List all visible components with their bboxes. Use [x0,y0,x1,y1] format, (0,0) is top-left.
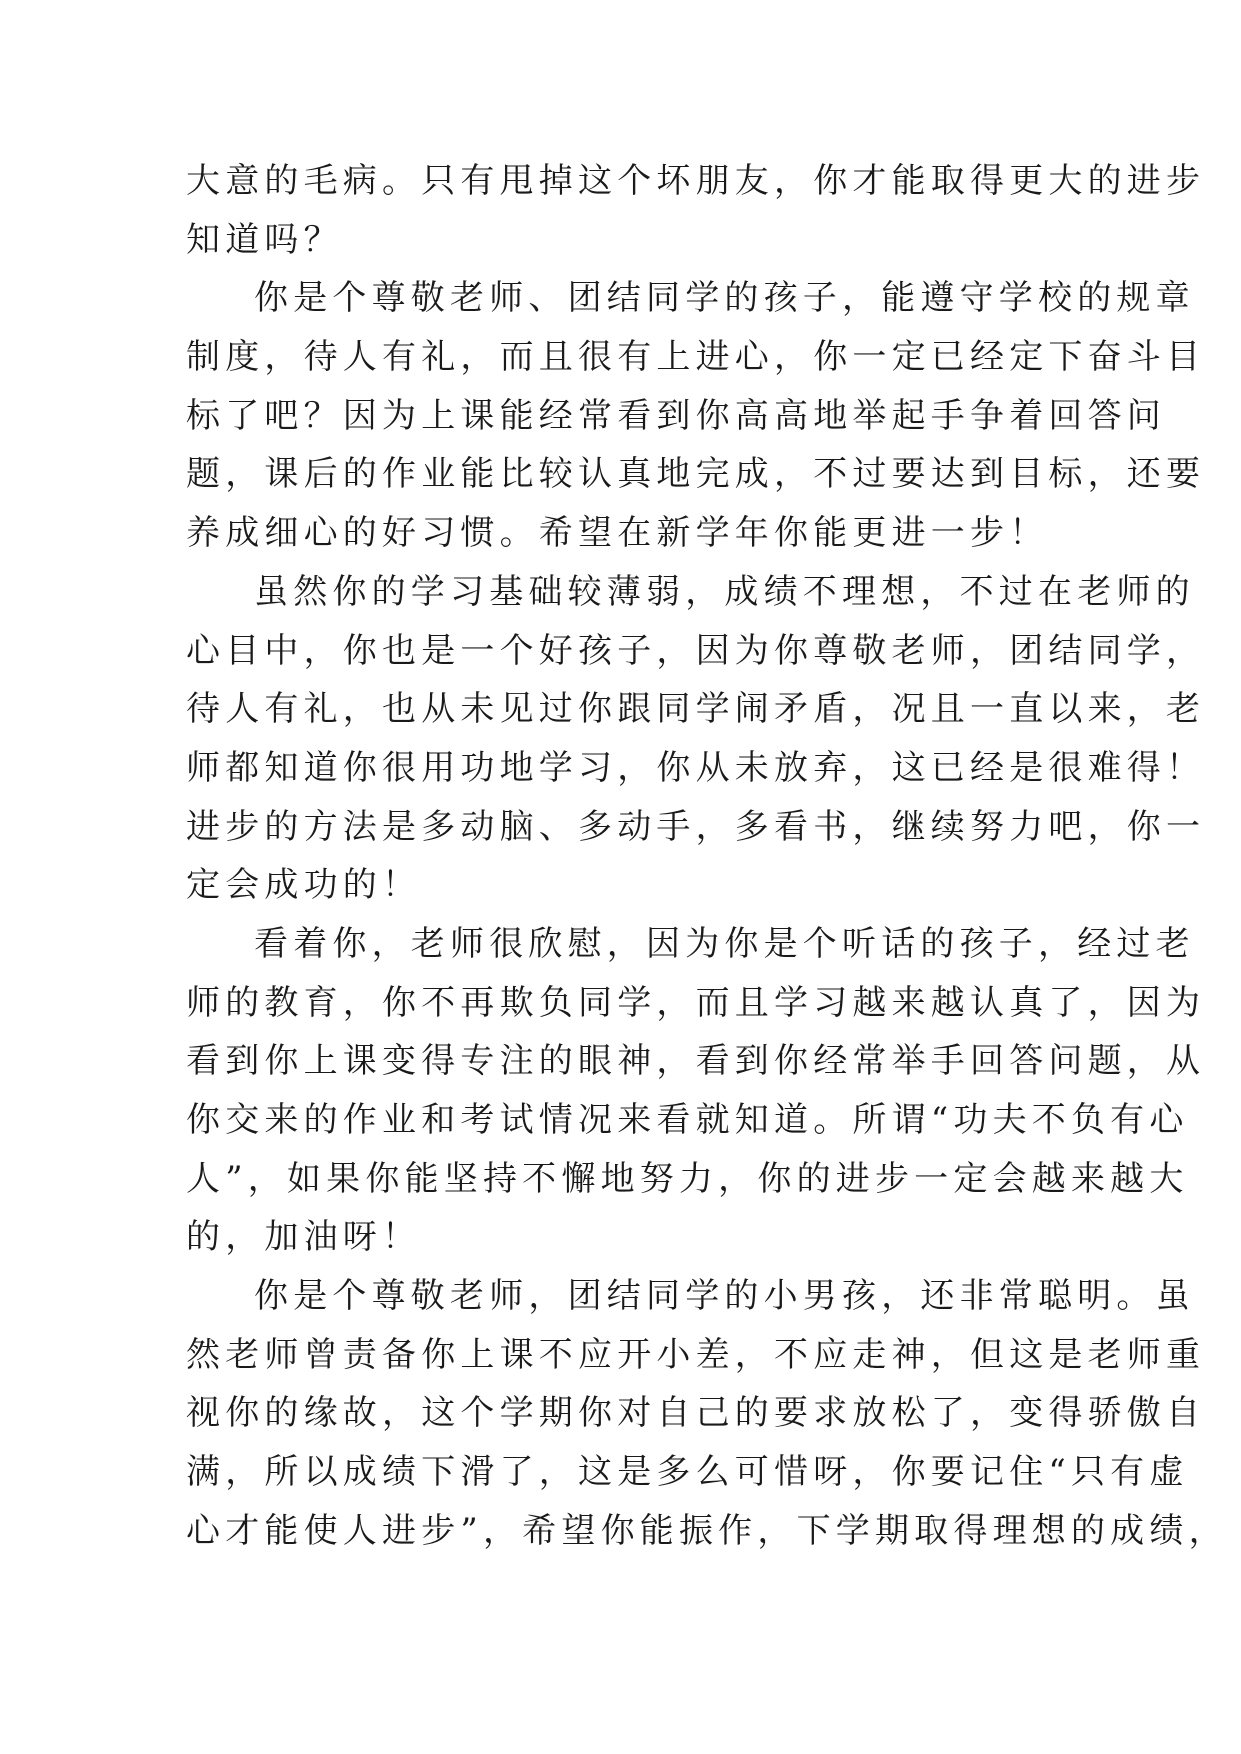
text-line: 师的教育，你不再欺负同学，而且学习越来越认真了，因为 [186,982,1206,1023]
text-line: 视你的缘故，这个学期你对自己的要求放松了，变得骄傲自 [186,1393,1206,1434]
document-body [186,152,1228,1561]
text-line: 你交来的作业和考试情况来看就知道。所谓“功夫不负有心 [186,1100,1189,1140]
paragraph-first-line: 你是个尊敬老师、团结同学的孩子，能遵守学校的规章 [254,278,1195,319]
text-line: 定会成功的！ [186,865,422,906]
text-line: 心才能使人进步”，希望你能振作，下学期取得理想的成绩， [186,1510,1228,1551]
paragraph-first-line: 看着你，老师很欣慰，因为你是个听话的孩子，经过老 [254,923,1195,964]
text-line: 的，加油呀！ [186,1217,422,1258]
text-line: 师都知道你很用功地学习，你从未放弃，这已经是很难得！ [186,747,1206,788]
text-line: 人”，如果你能坚持不懈地努力，你的进步一定会越来越大 [186,1158,1189,1199]
text-line: 标了吧？因为上课能经常看到你高高地举起手争着回答问 [186,395,1166,436]
text-line: 制度，待人有礼，而且很有上进心，你一定已经定下奋斗目 [186,337,1206,378]
text-line: 大意的毛病。只有甩掉这个坏朋友，你才能取得更大的进步 [186,161,1206,201]
text-line: 看到你上课变得专注的眼神，看到你经常举手回答问题，从 [186,1041,1206,1082]
text-line: 待人有礼，也从未见过你跟同学闹矛盾，况且一直以来，老 [186,689,1206,730]
text-line: 题，课后的作业能比较认真地完成，不过要达到目标，还要 [186,454,1206,495]
text-line: 知道吗？ [186,219,343,260]
text-line: 进步的方法是多动脑、多动手，多看书，继续努力吧，你一 [186,806,1206,847]
paragraph-first-line: 虽然你的学习基础较薄弱，成绩不理想，不过在老师的 [254,571,1195,612]
text-line: 心目中，你也是一个好孩子，因为你尊敬老师，团结同学， [186,630,1206,671]
paragraph-first-line: 你是个尊敬老师，团结同学的小男孩，还非常聪明。虽 [254,1276,1195,1317]
text-line: 满，所以成绩下滑了，这是多么可惜呀，你要记住“只有虚 [186,1452,1189,1493]
text-line: 然老师曾责备你上课不应开小差，不应走神，但这是老师重 [186,1334,1206,1375]
text-line: 养成细心的好习惯。希望在新学年你能更进一步！ [186,513,1049,554]
